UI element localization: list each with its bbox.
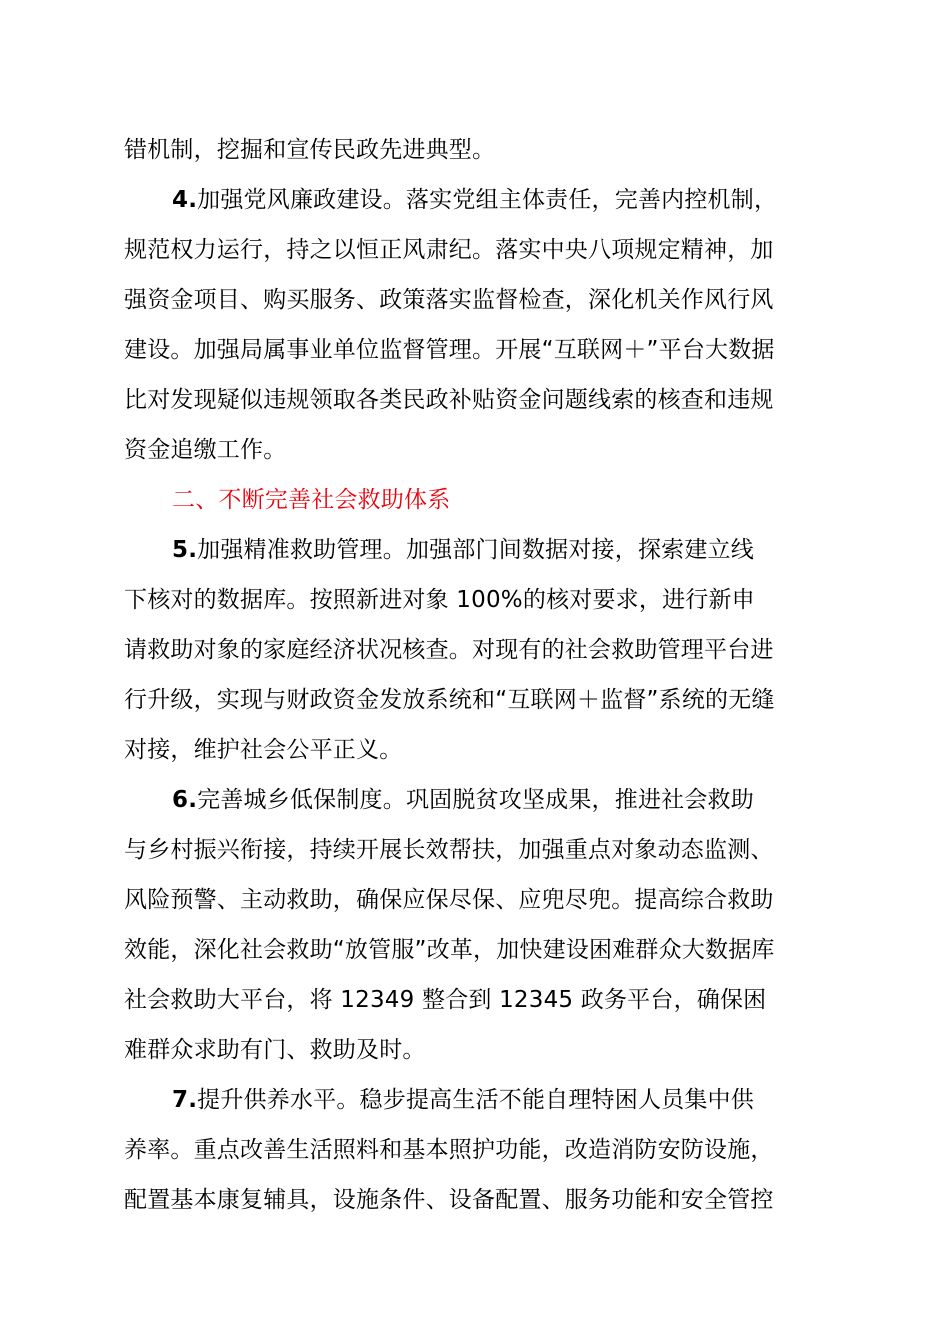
- paragraph-line: 与乡村振兴衔接，持续开展长效帮扶，加强重点对象动态监测、: [124, 837, 774, 863]
- paragraph-text: 完善城乡低保制度。巩固脱贫攻坚成果，推进社会救助: [197, 787, 754, 813]
- paragraph-line: 养率。重点改善生活照料和基本照护功能，改造消防安防设施，: [124, 1137, 774, 1163]
- paragraph-line: 比对发现疑似违规领取各类民政补贴资金问题线索的核查和违规: [124, 387, 774, 413]
- paragraph-line: 行升级，实现与财政资金发放系统和“互联网＋监督”系统的无缝: [124, 687, 775, 713]
- paragraph-line: 下核对的数据库。按照新进对象 100%的核对要求，进行新申: [124, 587, 755, 613]
- paragraph-text: 提升供养水平。稳步提高生活不能自理特困人员集中供: [197, 1087, 754, 1113]
- paragraph-line: 规范权力运行，持之以恒正风肃纪。落实中央八项规定精神，加: [124, 237, 774, 263]
- paragraph-line: 风险预警、主动救助，确保应保尽保、应兜尽兜。提高综合救助: [124, 887, 774, 913]
- paragraph-line: 难群众求助有门、救助及时。: [124, 1037, 426, 1063]
- paragraph-text: 加强精准救助管理。加强部门间数据对接，探索建立线: [197, 537, 754, 563]
- item-number: 7.: [172, 1087, 198, 1113]
- section-heading: 二、不断完善社会救助体系: [172, 487, 451, 513]
- item-4-first-line: [172, 186, 777, 214]
- paragraph-line: 资金追缴工作。: [124, 437, 287, 463]
- paragraph-line: 请救助对象的家庭经济状况核查。对现有的社会救助管理平台进: [124, 637, 774, 663]
- item-number: 5.: [172, 537, 198, 563]
- item-6-first-line: [172, 786, 754, 814]
- paragraph-line: 配置基本康复辅具，设施条件、设备配置、服务功能和安全管控: [124, 1187, 774, 1213]
- item-number: 6.: [172, 787, 198, 813]
- item-5-first-line: [172, 536, 754, 564]
- paragraph-line: 强资金项目、购买服务、政策落实监督检查，深化机关作风行风: [124, 287, 774, 313]
- paragraph-line: 效能，深化社会救助“放管服”改革，加快建设困难群众大数据库: [124, 937, 775, 963]
- paragraph-line: 错机制，挖掘和宣传民政先进典型。: [124, 137, 496, 163]
- paragraph-line: 对接，维护社会公平正义。: [124, 737, 403, 763]
- paragraph-line: 社会救助大平台，将 12349 整合到 12345 政务平台，确保困: [124, 987, 767, 1013]
- item-7-first-line: [172, 1086, 754, 1114]
- paragraph-line: 建设。加强局属事业单位监督管理。开展“互联网＋”平台大数据: [124, 337, 775, 363]
- item-number: 4.: [172, 187, 198, 213]
- paragraph-text: 加强党风廉政建设。落实党组主体责任，完善内控机制，: [197, 187, 778, 213]
